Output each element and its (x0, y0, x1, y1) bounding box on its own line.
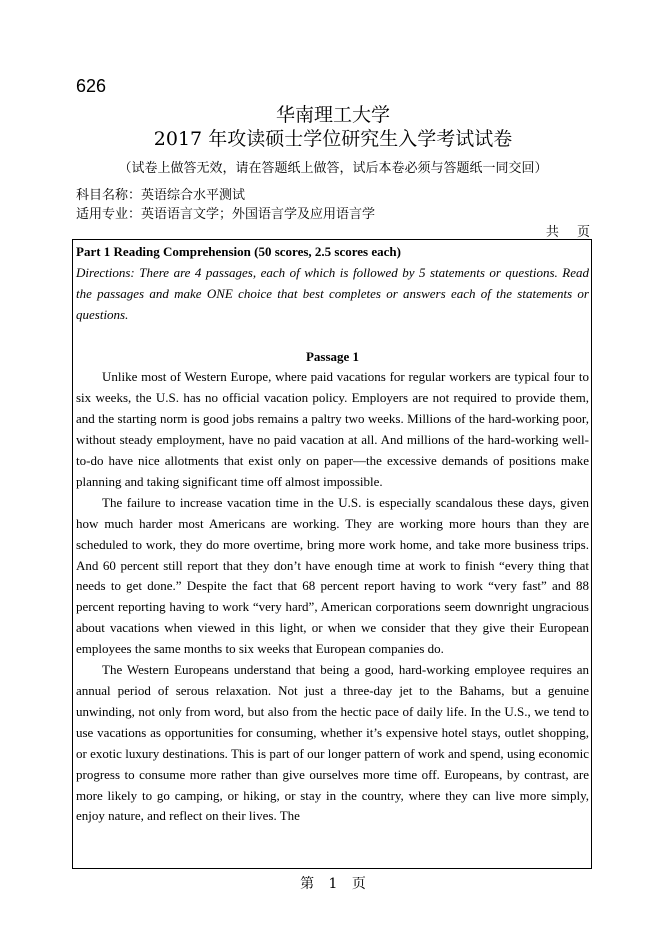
passage-title: Passage 1 (305, 348, 360, 364)
exam-code: 626 (76, 76, 107, 96)
applicable-major: 适用专业：英语语言文学；外国语言学及应用语言学 (76, 207, 376, 222)
page-footer: 第 1 页 (300, 876, 366, 892)
total-pages: 共 页 (545, 225, 590, 240)
exam-title: 2017 年攻读硕士学位研究生入学考试试卷 (153, 128, 513, 150)
university-name: 华南理工大学 (275, 104, 390, 126)
subject-name: 科目名称：英语综合水平测试 (76, 188, 246, 203)
answer-notice: （试卷上做答无效，请在答题纸上做答，试后本卷必须与答题纸一同交回） (118, 161, 548, 176)
part-heading: Part 1 Reading Comprehension (50 scores, 2.5 scores each) (76, 244, 401, 259)
passage-paragraph: The failure to increase vacation time in the U.S. is especially scandalous these days, given how much harder most Americans are working. They are working more hours than they are scheduled to work, they do more overtime, bring more work home, and take more business trips. And 60 percent still report that they don’t have enough time at work to finish “every thing that needs to get done.” Despite the fact that 68 percent report having to work “very fast” and 88 percent reporting having to work “very hard”, American corporations seem downright ungracious about vacations when viewed in this light, or when we consider that they give their European employees the same months to six weeks that European companies do. (76, 494, 589, 657)
directions: Directions: There are 4 passages, each of which is followed by 5 statements or questions. Read the passages and make ONE choice that best completes or answers each of the statements or questions. (76, 264, 589, 322)
passage-paragraph: The Western Europeans understand that being a good, hard-working employee requires an annual period of serous relaxation. Not just a three-day jet to the Bahams, but a genuine unwinding, not only from word, but also from the hectic pace of daily life. In the U.S., we tend to use vacations as opportunities for consuming, whether it’s expensive hotel stays, outlet shopping, or exotic luxury destinations. This is part of our longer pattern of work and spend, using economic progress to consume more rather than give ourselves more time off. Europeans, by contrast, are more likely to go camping, or hiking, or stay in the country, where they can live more simply, enjoy nature, and reflect on their lives. The (76, 662, 589, 824)
question-box (72, 239, 592, 869)
passage-paragraph: Unlike most of Western Europe, where paid vacations for regular workers are typical four to six weeks, the U.S. has no official vacation policy. Employers are not required to provide them, and the starting norm is good jobs remains a paltry two weeks. Millions of the hard-working poor, without steady employment, have no paid vacation at all. And millions of the hard-working well-to-do have nice allotments that exist only on paper—the excessive demands of positions make planning and taking significant time off almost impossible. (76, 369, 589, 489)
